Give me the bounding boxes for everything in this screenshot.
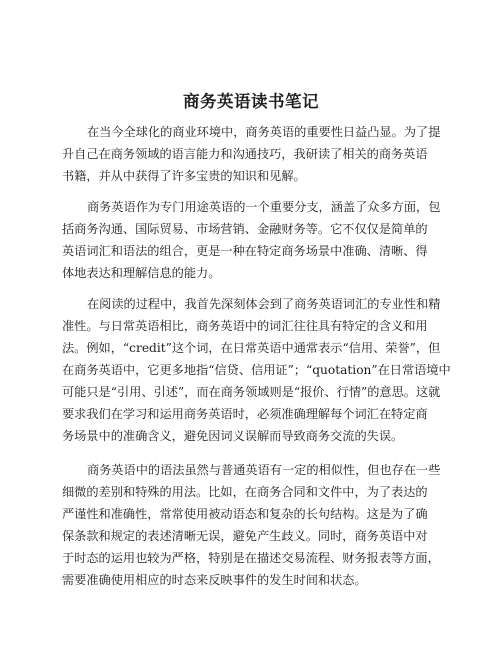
paragraph-line: 在商务英语中，它更多地指“信贷、信用证”；“quotation”在日常语境中 — [62, 363, 451, 377]
paragraph-line: 在阅读的过程中，我首先深刻体会到了商务英语词汇的专业性和精 — [87, 297, 441, 311]
paragraph-line: 可能只是“引用、引述”，而在商务领域则是“报价、行情”的意思。这就 — [62, 385, 441, 399]
paragraph-line: 升自己在商务领域的语言能力和沟通技巧，我研读了相关的商务英语 — [62, 147, 428, 161]
paragraph-line: 书籍，并从中获得了许多宝贵的知识和见解。 — [62, 169, 306, 183]
paragraph-line: 在当今全球化的商业环境中，商务英语的重要性日益凸显。为了提 — [87, 125, 441, 139]
paragraph-line: 法。例如，“credit”这个词，在日常英语中通常表示“信用、荣誉”，但 — [62, 341, 441, 355]
paragraph-line: 括商务沟通、国际贸易、市场营销、金融财务等。它不仅仅是简单的 — [62, 222, 428, 236]
paragraph-line: 英语词汇和语法的组合，更是一种在特定商务场景中准确、清晰、得 — [62, 244, 428, 258]
document-title: 商务英语读书笔记 — [183, 92, 319, 111]
paragraph-line: 要求我们在学习和运用商务英语时，必须准确理解每个词汇在特定商 — [62, 407, 428, 421]
paragraph-line: 商务英语作为专门用途英语的一个重要分支，涵盖了众多方面，包 — [87, 200, 441, 214]
paragraph-line: 需要准确使用相应的时态来反映事件的发生时间和状态。 — [62, 573, 367, 587]
paragraph-line: 严谨性和准确性，常常使用被动语态和复杂的长句结构。这是为了确 — [62, 507, 428, 521]
paragraph-line: 务场景中的准确含义，避免因词义误解而导致商务交流的失误。 — [62, 429, 404, 443]
paragraph-line: 体地表达和理解信息的能力。 — [62, 266, 221, 280]
paragraph-line: 保条款和规定的表述清晰无误，避免产生歧义。同时，商务英语中对 — [62, 529, 428, 543]
paragraph-line: 于时态的运用也较为严格，特别是在描述交易流程、财务报表等方面， — [62, 551, 440, 565]
paragraph-line: 商务英语中的语法虽然与普通英语有一定的相似性，但也存在一些 — [87, 463, 441, 477]
paragraph-line: 准性。与日常英语相比，商务英语中的词汇往往具有特定的含义和用 — [62, 319, 428, 333]
paragraph-line: 细微的差别和特殊的用法。比如，在商务合同和文件中，为了表达的 — [62, 485, 428, 499]
